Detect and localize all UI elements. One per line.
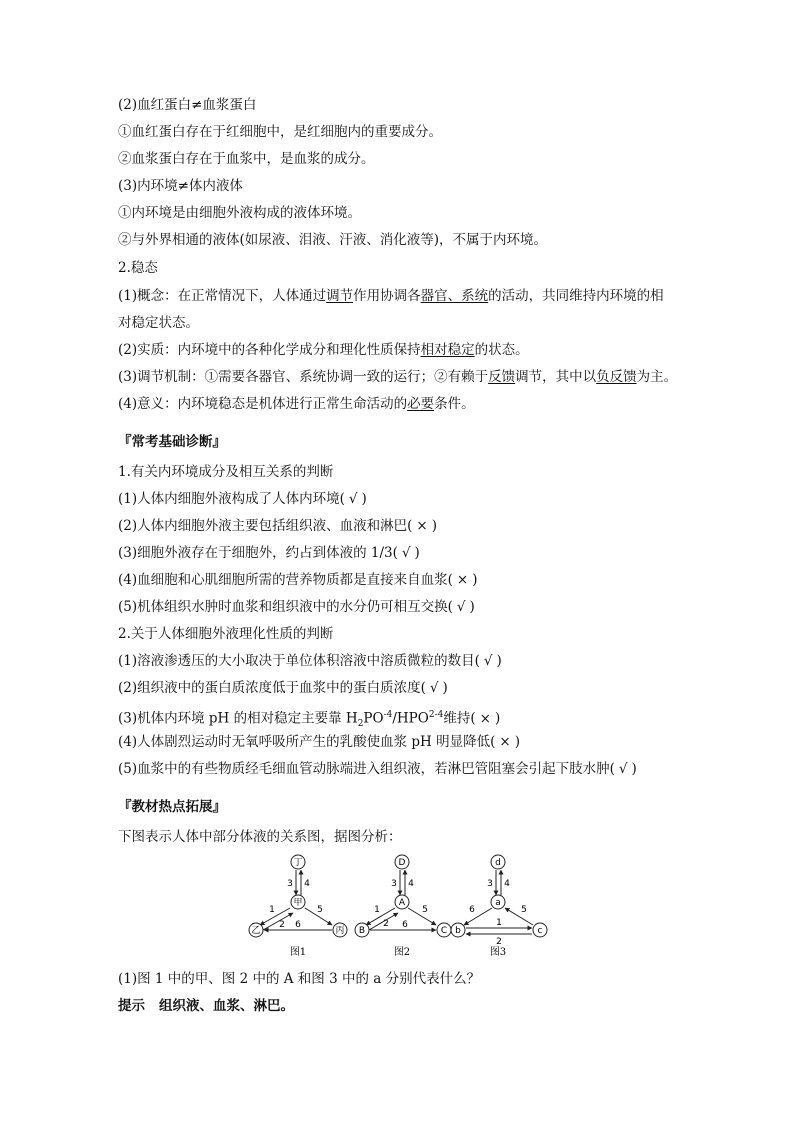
item-text: (3)机体内环境 pH 的相对稳定主要靠 H <box>118 710 358 727</box>
check-mark: √ <box>429 680 439 696</box>
edge-label: 6 <box>402 920 408 930</box>
paren-close: ) <box>469 599 475 615</box>
judgement-item <box>118 544 420 562</box>
node-right <box>533 923 547 937</box>
judgement-item <box>118 706 500 733</box>
cross-mark: × <box>416 518 428 534</box>
paren-close: ) <box>494 710 501 727</box>
node-label: D <box>398 858 406 868</box>
section-heading: 2.稳态 <box>118 260 158 276</box>
text-segment: 的活动，共同维持内环境的相 <box>488 288 664 304</box>
edge-label: 2 <box>496 937 502 947</box>
judgement-item <box>118 598 475 616</box>
figure-2 <box>355 855 451 958</box>
check-mark: √ <box>348 491 358 507</box>
check-mark: √ <box>401 545 411 561</box>
edge-label: 1 <box>269 905 275 915</box>
node-left <box>451 923 465 937</box>
text-line <box>118 395 475 413</box>
edge-label: 5 <box>521 905 527 915</box>
item-text: 维持( <box>443 710 476 727</box>
text-segment: 为主。 <box>636 369 678 385</box>
text-line <box>118 368 677 386</box>
text-segment: (4)意义：内环境稳态是机体进行正常生命活动的 <box>118 396 408 412</box>
text-line: ②血浆蛋白存在于血浆中，是血浆的成分。 <box>118 151 375 167</box>
hint-text: 组织液、血浆、淋巴。 <box>159 998 294 1014</box>
text-line: ②与外界相通的液体(如尿液、泪液、汗液、消化液等)，不属于内环境。 <box>118 232 548 248</box>
text-line: (3)内环境≠体内液体 <box>118 178 243 194</box>
edge-1 <box>260 908 290 925</box>
item-text: (4)血细胞和心肌细胞所需的营养物质都是直接来自血浆( <box>118 572 453 588</box>
node-top <box>291 855 305 869</box>
figure-1 <box>249 855 347 958</box>
paren-close: ) <box>631 761 637 777</box>
edge-label: 2 <box>383 919 389 929</box>
node-label: A <box>398 898 406 908</box>
judgement-item <box>118 517 437 535</box>
node-label: 甲 <box>293 898 303 908</box>
edge-label: 1 <box>496 918 502 928</box>
node-center <box>395 895 409 909</box>
item-text: PO <box>363 710 384 727</box>
text-segment: 调节，其中以 <box>515 369 597 385</box>
underlined-term: 相对稳定 <box>420 342 475 358</box>
diagram-svg <box>240 850 560 960</box>
section-title: 『教材热点拓展』 <box>118 799 226 815</box>
cross-mark: × <box>499 734 511 750</box>
node-label: 丙 <box>335 926 345 936</box>
cross-mark: × <box>456 572 469 588</box>
edge-label: 5 <box>422 905 428 915</box>
node-label: C <box>440 926 448 936</box>
subsection-heading: 1.有关内环境成分及相互关系的判断 <box>118 464 334 480</box>
paren-close: ) <box>361 491 367 507</box>
check-mark: √ <box>483 653 493 669</box>
superscript: -4 <box>383 710 393 720</box>
hint-line <box>118 997 294 1015</box>
cross-mark: × <box>479 710 491 727</box>
item-text: (3)细胞外液存在于细胞外，约占到体液的 1/3( <box>118 545 398 561</box>
check-mark: √ <box>618 761 628 777</box>
text-line: 下图表示人体中部分体液的关系图，据图分析： <box>118 829 402 845</box>
item-text: (1)溶液渗透压的大小取决于单位体积溶液中溶质微粒的数目( <box>118 653 480 669</box>
edge-label: 3 <box>487 879 493 889</box>
judgement-item <box>118 679 448 697</box>
edge-label: 4 <box>408 879 414 889</box>
text-line: 对稳定状态。 <box>118 315 199 331</box>
edge-5 <box>505 908 533 925</box>
paren-close: ) <box>431 518 437 534</box>
paren-close: ) <box>442 680 448 696</box>
text-segment: (3)调节机制：①需要各器官、系统协调一致的运行；②有赖于 <box>118 369 489 385</box>
paren-close: ) <box>514 734 520 750</box>
edge-label: 5 <box>317 905 323 915</box>
text-segment: (2)实质：内环境中的各种化学成分和理化性质保持 <box>118 342 421 358</box>
edge-label: 4 <box>304 879 310 889</box>
node-top <box>491 855 505 869</box>
edge-label: 6 <box>295 920 301 930</box>
edge-label: 3 <box>287 879 293 889</box>
figure-3 <box>451 855 547 958</box>
item-text: (5)血浆中的有些物质经毛细血管动脉端进入组织液，若淋巴管阻塞会引起下肢水肿( <box>118 761 615 777</box>
node-label: b <box>455 926 461 936</box>
item-text: (4)人体剧烈运动时无氧呼吸所产生的乳酸使血浆 pH 明显降低( <box>118 734 496 750</box>
text-segment: 的状态。 <box>474 342 529 358</box>
node-center <box>491 895 505 909</box>
item-text: (2)人体内细胞外液主要包括组织液、血液和淋巴( <box>118 518 413 534</box>
node-top <box>395 855 409 869</box>
edge-label: 3 <box>391 879 397 889</box>
figure-caption: 图3 <box>489 947 507 958</box>
paren-close: ) <box>414 545 420 561</box>
item-text: /HPO <box>392 710 429 727</box>
node-label: 丁 <box>293 858 303 868</box>
text-line: ①血红蛋白存在于红细胞中，是红细胞内的重要成分。 <box>118 124 442 140</box>
subscript: 2 <box>357 719 364 730</box>
judgement-item <box>118 652 502 670</box>
edge-label: 2 <box>279 920 285 930</box>
underlined-term: 调节 <box>326 288 354 304</box>
underlined-term: 必要 <box>407 396 435 412</box>
edge-label: 4 <box>504 879 510 889</box>
judgement-item <box>118 571 477 589</box>
item-text: (1)人体内细胞外液构成了人体内环境( <box>118 491 345 507</box>
edge-1 <box>366 908 395 925</box>
subsection-heading: 2.关于人体细胞外液理化性质的判断 <box>118 626 334 642</box>
node-left <box>355 923 369 937</box>
edge-2 <box>263 913 293 930</box>
underlined-term: 器官、系统 <box>420 288 489 304</box>
text-line: ①内环境是由细胞外液构成的液体环境。 <box>118 205 361 221</box>
text-segment: 作用协调各 <box>353 288 421 304</box>
hint-label: 提示 <box>118 998 145 1014</box>
text-segment: 条件。 <box>434 396 475 412</box>
question-line: (1)图 1 中的甲、图 2 中的 A 和图 3 中的 a 分别代表什么？ <box>118 971 481 987</box>
node-right <box>333 923 347 937</box>
node-label: a <box>495 898 501 908</box>
node-label: d <box>495 858 501 868</box>
edge-label: 1 <box>374 905 380 915</box>
figure-caption: 图1 <box>289 947 307 958</box>
judgement-item <box>118 490 367 508</box>
node-label: B <box>358 926 366 936</box>
edge-label: 6 <box>469 905 475 915</box>
fluid-relation-diagram <box>240 850 560 960</box>
node-label: 乙 <box>251 926 261 936</box>
text-line: (2)血红蛋白≠血浆蛋白 <box>118 97 257 113</box>
judgement-item <box>118 760 637 778</box>
underlined-term: 反馈 <box>488 369 516 385</box>
text-line <box>118 341 529 359</box>
figure-caption: 图2 <box>393 947 411 958</box>
node-label: c <box>537 926 543 936</box>
text-line <box>118 287 664 305</box>
superscript: 2-4 <box>428 710 444 720</box>
node-left <box>249 923 263 937</box>
paren-close: ) <box>472 572 478 588</box>
node-center <box>291 895 305 909</box>
node-right <box>437 923 451 937</box>
underlined-term: 负反馈 <box>596 369 637 385</box>
paren-close: ) <box>496 653 502 669</box>
check-mark: √ <box>456 599 466 615</box>
section-title: 『常考基础诊断』 <box>118 434 226 450</box>
text-segment: (1)概念：在正常情况下，人体通过 <box>118 288 327 304</box>
item-text: (5)机体组织水肿时血浆和组织液中的水分仍可相互交换( <box>118 599 453 615</box>
judgement-item <box>118 733 520 751</box>
item-text: (2)组织液中的蛋白质浓度低于血浆中的蛋白质浓度( <box>118 680 426 696</box>
